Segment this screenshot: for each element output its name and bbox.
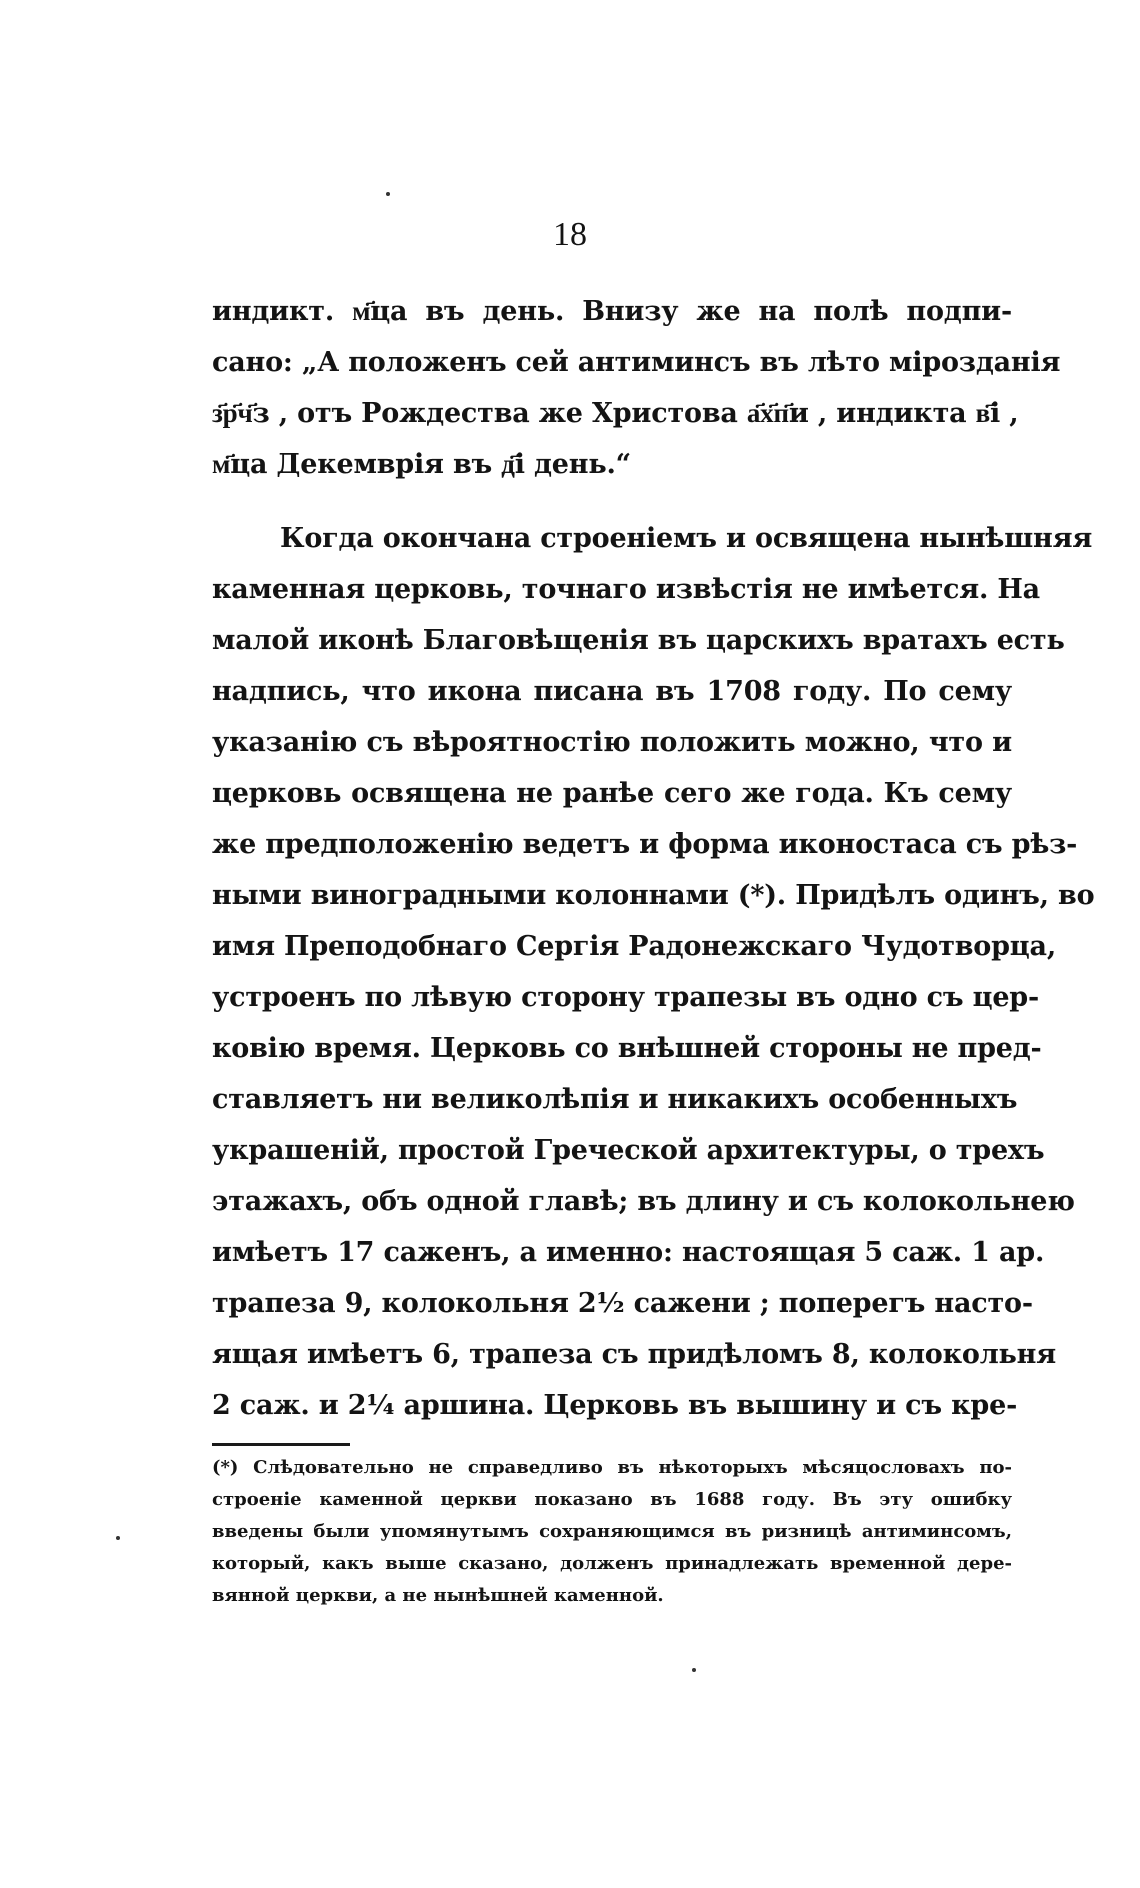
text-line: ными виноградными колоннами (*). Придѣлъ одинъ, во xyxy=(212,880,1095,911)
footnote-line: введены были упомянутымъ сохраняющимся въ ризницѣ антиминсомъ, xyxy=(212,1521,1012,1542)
text-line: трапеза 9, колокольня 2½ сажени ; поперегъ насто- xyxy=(212,1288,1033,1319)
text-line: этажахъ, объ одной главѣ; въ длину и съ колокольнею xyxy=(212,1186,1075,1217)
text-line: церковь освящена не ранѣе сего же года. Къ сему xyxy=(212,778,1012,809)
footnote-line: вянной церкви, а не нынѣшней каменной. xyxy=(212,1585,664,1606)
text-line: Когда окончана строеніемъ и освящена нынѣшняя xyxy=(280,523,1093,554)
ink-speck xyxy=(692,1668,696,1672)
text-line: м҃ца Декемврія въ д҃і день.“ xyxy=(212,449,631,480)
text-line: указанію съ вѣроятностію положить можно, что и xyxy=(212,727,1012,758)
text-line: устроенъ по лѣвую сторону трапезы въ одно съ цер- xyxy=(212,982,1039,1013)
text-line: украшеній, простой Греческой архитектуры, о трехъ xyxy=(212,1135,1045,1166)
text-line: малой иконѣ Благовѣщенія въ царскихъ вратахъ есть xyxy=(212,625,1065,656)
footnote-divider xyxy=(212,1443,350,1446)
text-line: же предположенію ведетъ и форма иконостаса съ рѣз- xyxy=(212,829,1078,860)
ink-speck xyxy=(386,192,390,196)
footnote-line: который, какъ выше сказано, долженъ принадлежать временной дере- xyxy=(212,1553,1012,1574)
text-line: ставляетъ ни великолѣпія и никакихъ особенныхъ xyxy=(212,1084,1018,1115)
text-line: имя Преподобнаго Сергія Радонежскаго Чудотворца, xyxy=(212,931,1057,962)
footnote-line: (*) Слѣдовательно не справедливо въ нѣкоторыхъ мѣсяцословахъ по- xyxy=(212,1457,1012,1478)
main-text xyxy=(212,286,1095,1431)
text-line: ящая имѣетъ 6, трапеза съ придѣломъ 8, колокольня xyxy=(212,1339,1056,1370)
text-line: надпись, что икона писана въ 1708 году. По сему xyxy=(212,676,1012,707)
footnote xyxy=(212,1452,1012,1612)
page-number: 18 xyxy=(553,216,587,253)
footnote-line: строеніе каменной церкви показано въ 1688 году. Въ эту ошибку xyxy=(212,1489,1012,1510)
ink-speck xyxy=(116,1536,120,1540)
text-line: сано: „А положенъ сей антиминсъ въ лѣто міроздaнія xyxy=(212,347,1061,378)
text-line: з҃р҃ч҃з , отъ Рождества же Христова а҃х҃п҃и , индикта в҃і , xyxy=(212,398,1019,429)
text-line: 2 саж. и 2¼ аршина. Церковь въ вышину и съ кре- xyxy=(212,1390,1018,1421)
text-line: индикт. м҃ца въ день. Внизу же на полѣ подпи- xyxy=(212,296,1012,327)
text-line: ковію время. Церковь со внѣшней стороны не пред- xyxy=(212,1033,1042,1064)
text-line: имѣетъ 17 саженъ, а именно: настоящая 5 саж. 1 ар. xyxy=(212,1237,1045,1268)
text-line: каменная церковь, точнаго извѣстія не имѣется. На xyxy=(212,574,1040,605)
